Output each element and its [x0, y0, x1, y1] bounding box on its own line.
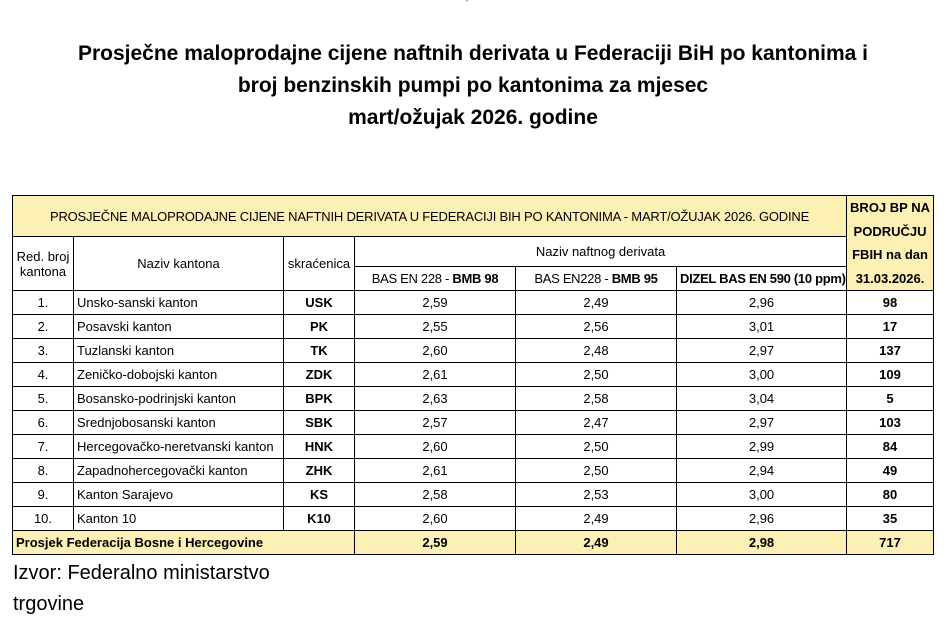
cell-skracenica: BPK: [284, 387, 355, 411]
cell-skracenica: K10: [284, 507, 355, 531]
cell-bmb98: 2,61: [355, 363, 516, 387]
bmb95-prefix: BAS EN228 -: [534, 271, 612, 286]
cell-rb: 4.: [13, 363, 74, 387]
cell-dizel: 2,97: [677, 339, 847, 363]
col-header-skracenica: skraćenica: [284, 237, 355, 291]
cell-bmb95: 2,58: [516, 387, 677, 411]
cell-bmb98: 2,63: [355, 387, 516, 411]
cell-bmb95: 2,50: [516, 459, 677, 483]
cell-bmb95: 2,50: [516, 435, 677, 459]
table-row: [13, 339, 934, 363]
cell-dizel: 2,96: [677, 291, 847, 315]
source-line-1: Izvor: Federalno ministarstvo: [13, 562, 270, 584]
table-row: [13, 483, 934, 507]
cell-skracenica: ZDK: [284, 363, 355, 387]
table-row: [13, 315, 934, 339]
cell-dizel: 2,94: [677, 459, 847, 483]
cell-rb: 10.: [13, 507, 74, 531]
total-bp-count: 717: [847, 531, 934, 555]
cell-bmb95: 2,50: [516, 363, 677, 387]
cell-bmb98: 2,58: [355, 483, 516, 507]
cell-rb: 1.: [13, 291, 74, 315]
cell-bp-count: 109: [847, 363, 934, 387]
table-row: [13, 387, 934, 411]
table-row: [13, 507, 934, 531]
cell-naziv: Zeničko-dobojski kanton: [74, 363, 284, 387]
cell-naziv: Tuzlanski kanton: [74, 339, 284, 363]
cell-bmb95: 2,48: [516, 339, 677, 363]
cell-bp-count: 84: [847, 435, 934, 459]
cell-skracenica: USK: [284, 291, 355, 315]
station-count-header: BROJ BP NA PODRUČJU FBIH na dan 31.03.2026.: [847, 196, 934, 291]
cell-skracenica: KS: [284, 483, 355, 507]
cell-rb: 3.: [13, 339, 74, 363]
table-row: [13, 459, 934, 483]
cell-dizel: 3,00: [677, 363, 847, 387]
bmb98-prefix: BAS EN 228 -: [371, 271, 453, 286]
col-header-bmb95: [516, 267, 677, 291]
cell-rb: 2.: [13, 315, 74, 339]
cell-bp-count: 137: [847, 339, 934, 363]
cell-bmb98: 2,60: [355, 435, 516, 459]
cell-naziv: Posavski kanton: [74, 315, 284, 339]
cell-bmb98: 2,59: [355, 291, 516, 315]
title-line-1: Prosječne maloprodajne cijene naftnih derivata u Federaciji BiH po kantonima i: [77, 42, 869, 65]
cell-rb: 8.: [13, 459, 74, 483]
total-dizel: 2,98: [677, 531, 847, 555]
cell-naziv: Srednjobosanski kanton: [74, 411, 284, 435]
source-line-2: trgovine: [13, 593, 85, 615]
cell-dizel: 2,99: [677, 435, 847, 459]
cell-bmb95: 2,47: [516, 411, 677, 435]
title-line-2: broj benzinskih pumpi po kantonima za mjesec: [237, 74, 709, 97]
table-main-header: PROSJEČNE MALOPRODAJNE CIJENE NAFTNIH DERIVATA U FEDERACIJI BIH PO KANTONIMA - MART/OŽUJAK 2026. GODINE: [13, 196, 847, 237]
cell-skracenica: HNK: [284, 435, 355, 459]
cell-bp-count: 17: [847, 315, 934, 339]
logo-fragment-icon: [462, 0, 472, 4]
cell-bmb98: 2,61: [355, 459, 516, 483]
col-header-naziv: Naziv kantona: [74, 237, 284, 291]
cell-rb: 7.: [13, 435, 74, 459]
title-line-3: mart/ožujak 2026. godine: [348, 106, 598, 129]
cell-bp-count: 35: [847, 507, 934, 531]
cell-dizel: 3,01: [677, 315, 847, 339]
total-bmb98: 2,59: [355, 531, 516, 555]
cell-bmb95: 2,56: [516, 315, 677, 339]
cell-naziv: Zapadnohercegovački kanton: [74, 459, 284, 483]
cell-rb: 6.: [13, 411, 74, 435]
cell-bp-count: 5: [847, 387, 934, 411]
total-label: Prosjek Federacija Bosne i Hercegovine: [13, 531, 355, 555]
table-row: [13, 291, 934, 315]
cell-dizel: 2,96: [677, 507, 847, 531]
cell-skracenica: SBK: [284, 411, 355, 435]
cell-naziv: Hercegovačko-neretvanski kanton: [74, 435, 284, 459]
cell-bmb98: 2,60: [355, 339, 516, 363]
page-title: [0, 38, 946, 134]
cell-bmb98: 2,57: [355, 411, 516, 435]
source-note: [13, 558, 270, 620]
cell-bp-count: 98: [847, 291, 934, 315]
cell-naziv: Kanton 10: [74, 507, 284, 531]
cell-rb: 5.: [13, 387, 74, 411]
total-row: [13, 531, 934, 555]
col-header-bmb98: [355, 267, 516, 291]
cell-naziv: Unsko-sanski kanton: [74, 291, 284, 315]
cell-bmb98: 2,60: [355, 507, 516, 531]
col-header-dizel: DIZEL BAS EN 590 (10 ppm): [677, 267, 847, 291]
col-header-red-broj: Red. broj kantona: [13, 237, 74, 291]
table-row: [13, 363, 934, 387]
cell-bmb95: 2,53: [516, 483, 677, 507]
cell-bp-count: 103: [847, 411, 934, 435]
cell-skracenica: ZHK: [284, 459, 355, 483]
cell-skracenica: PK: [284, 315, 355, 339]
col-header-derivat: Naziv naftnog derivata: [355, 237, 847, 267]
cell-naziv: Kanton Sarajevo: [74, 483, 284, 507]
cell-dizel: 3,04: [677, 387, 847, 411]
total-bmb95: 2,49: [516, 531, 677, 555]
table-row: [13, 435, 934, 459]
cell-bmb95: 2,49: [516, 291, 677, 315]
bmb95-label: BMB 95: [611, 271, 658, 286]
cell-bmb95: 2,49: [516, 507, 677, 531]
cell-bmb98: 2,55: [355, 315, 516, 339]
fuel-price-table: [12, 195, 934, 555]
cell-dizel: 3,00: [677, 483, 847, 507]
cell-bp-count: 49: [847, 459, 934, 483]
bmb98-label: BMB 98: [452, 271, 499, 286]
cell-skracenica: TK: [284, 339, 355, 363]
cell-bp-count: 80: [847, 483, 934, 507]
cell-naziv: Bosansko-podrinjski kanton: [74, 387, 284, 411]
cell-rb: 9.: [13, 483, 74, 507]
cell-dizel: 2,97: [677, 411, 847, 435]
table-row: [13, 411, 934, 435]
